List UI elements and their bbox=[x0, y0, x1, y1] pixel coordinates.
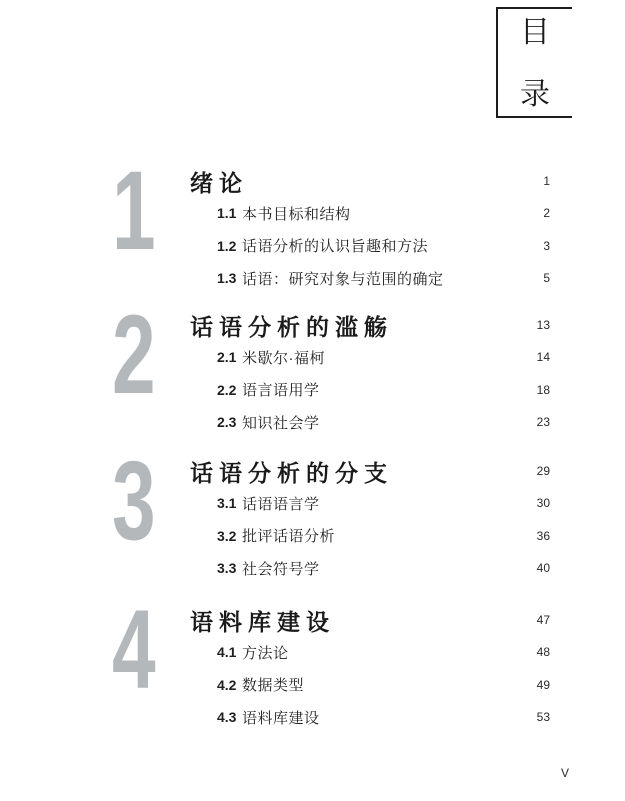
entry-label: 方法论 bbox=[242, 644, 289, 662]
chapter-number: 4 bbox=[112, 587, 156, 712]
entry-number: 1.1 bbox=[217, 205, 237, 222]
entry-number: 3.3 bbox=[217, 560, 237, 577]
entry-label: 知识社会学 bbox=[242, 414, 320, 432]
toc-title-char-bottom: 录 bbox=[520, 78, 550, 111]
entry-page-number: 49 bbox=[536, 677, 550, 692]
entry-page-number: 2 bbox=[543, 206, 550, 221]
chapter-heading-row bbox=[190, 309, 550, 341]
chapter-heading-row bbox=[190, 455, 550, 487]
entry-number: 1.2 bbox=[217, 237, 237, 254]
entry-number: 2.2 bbox=[217, 381, 237, 398]
toc-entry bbox=[190, 374, 550, 407]
entry-page-number: 36 bbox=[536, 528, 550, 543]
entry-label: 语料库建设 bbox=[242, 709, 320, 727]
entry-number: 2.3 bbox=[217, 414, 237, 431]
entry-label: 本书目标和结构 bbox=[242, 205, 351, 223]
chapter-title: 语料库建设 bbox=[190, 608, 335, 635]
toc-entry bbox=[190, 406, 550, 439]
toc-title-box bbox=[496, 7, 572, 118]
chapter-title: 绪论 bbox=[190, 169, 248, 196]
entry-page-number: 53 bbox=[536, 710, 550, 725]
chapter-number: 1 bbox=[112, 148, 156, 273]
toc-entry bbox=[190, 636, 550, 669]
toc-title-char-top: 目 bbox=[520, 16, 550, 49]
toc-entry bbox=[190, 487, 550, 520]
chapter-page-number: 29 bbox=[536, 464, 550, 478]
chapter-block-2 bbox=[112, 292, 550, 439]
entry-number: 4.1 bbox=[217, 644, 237, 661]
entry-label: 话语分析的认识旨趣和方法 bbox=[242, 238, 429, 256]
toc-entry bbox=[190, 341, 550, 374]
entry-number: 3.2 bbox=[217, 527, 237, 544]
toc-entry bbox=[190, 230, 550, 263]
chapter-title: 话语分析的滥觞 bbox=[190, 313, 393, 340]
entry-page-number: 14 bbox=[536, 350, 550, 365]
folio-page-number: V bbox=[560, 766, 569, 780]
entry-page-number: 23 bbox=[536, 415, 550, 430]
toc-entry bbox=[190, 262, 550, 295]
entry-label: 话语语言学 bbox=[242, 495, 320, 513]
entry-number: 4.2 bbox=[217, 676, 237, 693]
entry-label: 话语：研究对象与范围的确定 bbox=[242, 270, 444, 288]
entry-number: 1.3 bbox=[217, 270, 237, 287]
chapter-number: 2 bbox=[112, 292, 156, 417]
entry-label: 数据类型 bbox=[242, 677, 305, 695]
entry-page-number: 40 bbox=[536, 561, 550, 576]
toc-entry bbox=[190, 520, 550, 553]
toc-entry bbox=[190, 669, 550, 702]
entry-number: 3.1 bbox=[217, 495, 237, 512]
chapter-heading-row bbox=[190, 165, 550, 197]
entry-page-number: 48 bbox=[536, 645, 550, 660]
chapter-block-3 bbox=[112, 438, 550, 585]
toc-entry bbox=[190, 197, 550, 230]
chapter-block-4 bbox=[112, 587, 550, 734]
entry-label: 语言语用学 bbox=[242, 382, 320, 400]
toc-entry bbox=[190, 701, 550, 734]
entry-page-number: 3 bbox=[543, 238, 550, 253]
entry-label: 社会符号学 bbox=[242, 560, 320, 578]
entry-label: 批评话语分析 bbox=[242, 528, 336, 546]
chapter-heading-row bbox=[190, 604, 550, 636]
entry-number: 2.1 bbox=[217, 349, 237, 366]
entry-page-number: 30 bbox=[536, 496, 550, 511]
entry-number: 4.3 bbox=[217, 709, 237, 726]
chapter-block-1 bbox=[112, 148, 550, 295]
toc-entry bbox=[190, 552, 550, 585]
entry-page-number: 5 bbox=[543, 271, 550, 286]
chapter-page-number: 13 bbox=[536, 318, 550, 332]
chapter-page-number: 1 bbox=[543, 174, 550, 188]
entry-label: 米歇尔·福柯 bbox=[242, 349, 325, 367]
chapter-title: 话语分析的分支 bbox=[190, 459, 393, 486]
entry-page-number: 18 bbox=[536, 382, 550, 397]
chapter-number: 3 bbox=[112, 438, 156, 563]
chapter-page-number: 47 bbox=[536, 613, 550, 627]
